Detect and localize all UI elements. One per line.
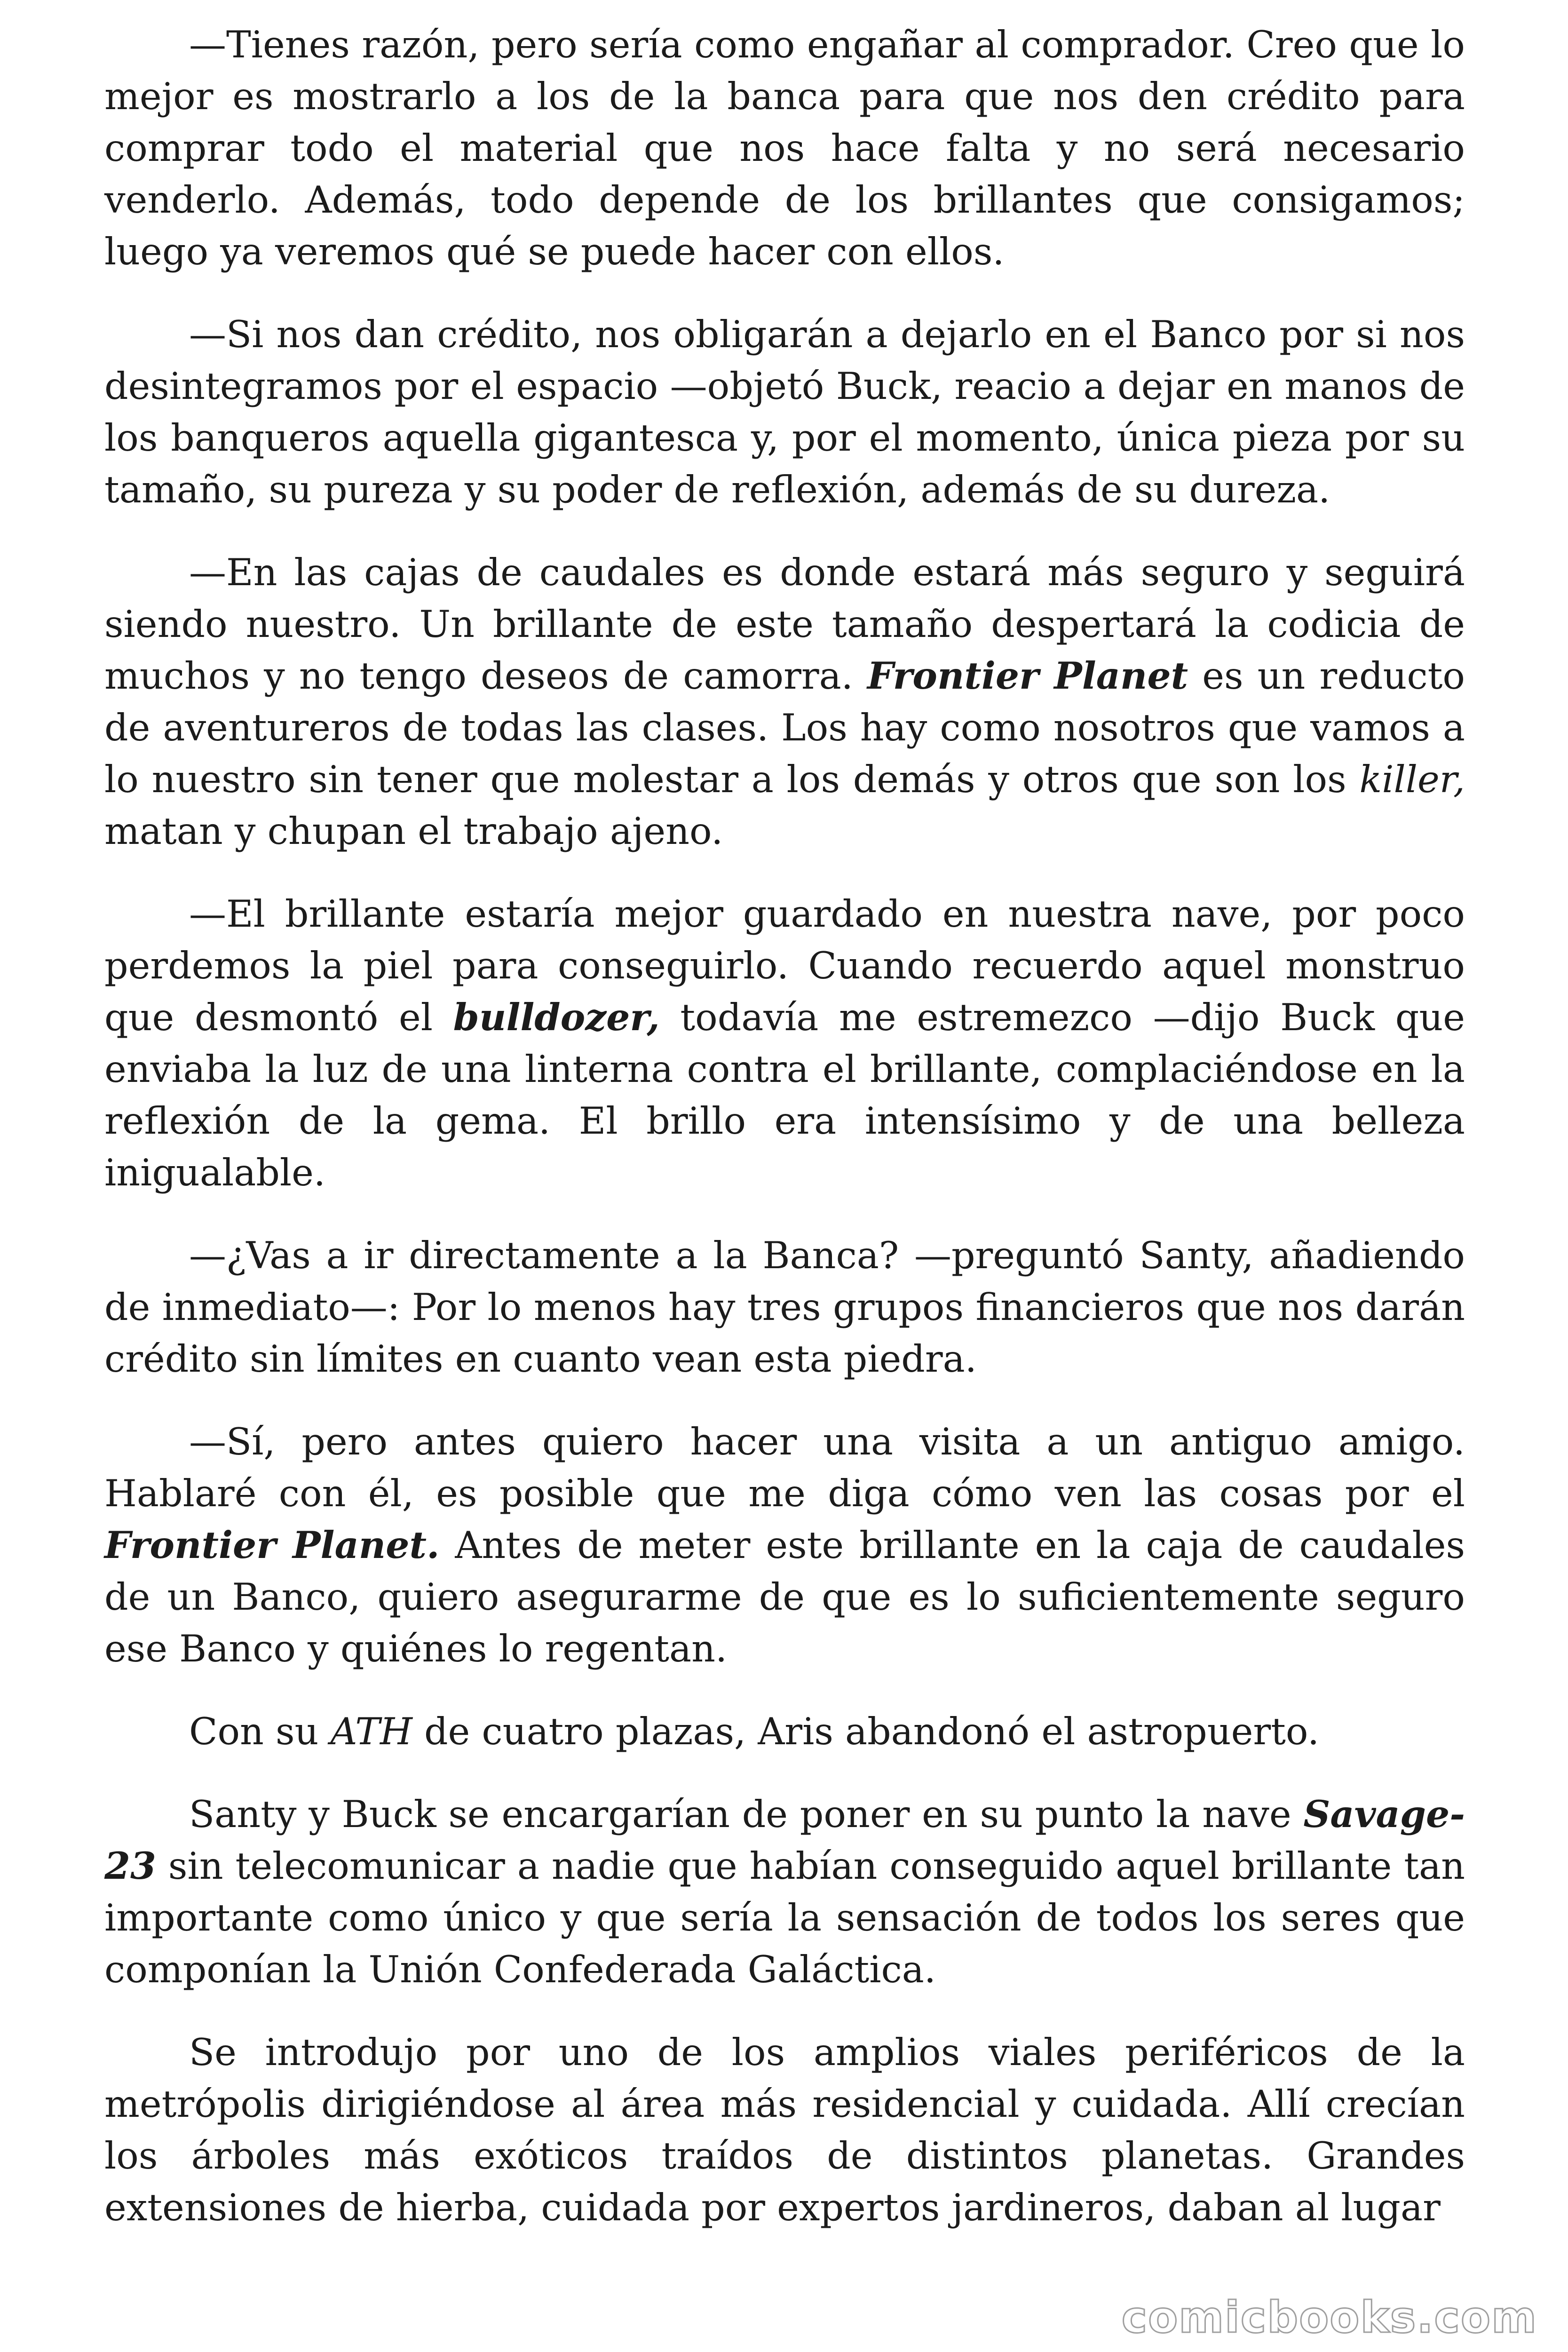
text-run: Con su (189, 1710, 331, 1753)
text-run: —Tienes razón, pero sería como engañar al comprador. Creo que lo mejor es mostrarlo a los de la banca para que nos den crédito para comprar todo el material que nos hace falta y no será necesario venderlo. Además, todo depende de los brillantes que consigamos; luego ya veremos qué se puede hacer con ellos. (104, 23, 1465, 273)
body-paragraph (104, 2026, 1465, 2233)
body-paragraph (104, 1706, 1465, 1757)
book-page (104, 19, 1465, 2265)
emphasis-bold-italic: Savage-23 (104, 1792, 1465, 1888)
text-run: —En las cajas de caudales es donde estará más seguro y seguirá siendo nuestro. Un brillante de este tamaño despertará la codicia de muchos y no tengo deseos de camorra. (104, 551, 1465, 698)
text-run: —El brillante estaría mejor guardado en nuestra nave, por poco perdemos la piel para conseguirlo. Cuando recuerdo aquel monstruo que desmontó el (104, 892, 1465, 1039)
text-run: —Sí, pero antes quiero hacer una visita a un antiguo amigo. Hablaré con él, es posible que me diga cómo ven las cosas por el (104, 1420, 1465, 1515)
text-run: —Si nos dan crédito, nos obligarán a dejarlo en el Banco por si nos desintegramos por el espacio —objetó Buck, reacio a dejar en manos de los banqueros aquella gigantesca y, por el momento, única pieza por su tamaño, su pureza y su poder de reflexión, además de su dureza. (104, 313, 1465, 511)
body-paragraph (104, 1788, 1465, 1995)
text-run: —¿Vas a ir directamente a la Banca? —preguntó Santy, añadiendo de inmediato—: Por lo menos hay tres grupos financieros que nos darán crédito sin límites en cuanto vean esta piedra. (104, 1234, 1465, 1381)
body-paragraph (104, 19, 1465, 278)
emphasis-bold-italic: Frontier Planet. (104, 1523, 440, 1567)
text-run: Antes de meter este brillante en la caja de caudales de un Banco, quiero asegurarme de que es lo suficientemente seguro ese Banco y quiénes lo regentan. (104, 1524, 1465, 1670)
text-run: es un reducto de aventureros de todas las clases. Los hay como nosotros que vamos a lo nuestro sin tener que molestar a los demás y otros que son los (104, 654, 1465, 801)
body-paragraph (104, 1416, 1465, 1675)
body-paragraph (104, 1230, 1465, 1385)
text-run: matan y chupan el trabajo ajeno. (104, 810, 723, 853)
watermark-logo: comicbooks.com (1121, 2292, 1537, 2343)
text-run: todavía me estremezco —dijo Buck que enviaba la luz de una linterna contra el brillante, complaciéndose en la reflexión de la gema. El brillo era intensísimo y de una belleza inigualable. (104, 996, 1465, 1194)
text-run: Se introdujo por uno de los amplios viales periféricos de la metrópolis dirigiéndose al área más residencial y cuidada. Allí crecían los árboles más exóticos traídos de distintos planetas. Grandes extensiones de hierba, cuidada por expertos jardineros, daban al lugar (104, 2031, 1465, 2229)
body-paragraph (104, 888, 1465, 1199)
text-run: Santy y Buck se encargarían de poner en su punto la nave (189, 1793, 1304, 1836)
emphasis-italic: ATH (330, 1710, 412, 1753)
text-run: sin telecomunicar a nadie que habían conseguido aquel brillante tan importante como único y que sería la sensación de todos los seres que componían la Unión Confederada Galáctica. (104, 1844, 1465, 1991)
emphasis-italic: killer, (1359, 758, 1465, 801)
text-run: de cuatro plazas, Aris abandonó el astropuerto. (412, 1710, 1320, 1753)
emphasis-bold-italic: bulldozer, (453, 995, 660, 1039)
body-paragraph (104, 547, 1465, 857)
emphasis-bold-italic: Frontier Planet (867, 654, 1188, 698)
body-paragraph (104, 309, 1465, 516)
